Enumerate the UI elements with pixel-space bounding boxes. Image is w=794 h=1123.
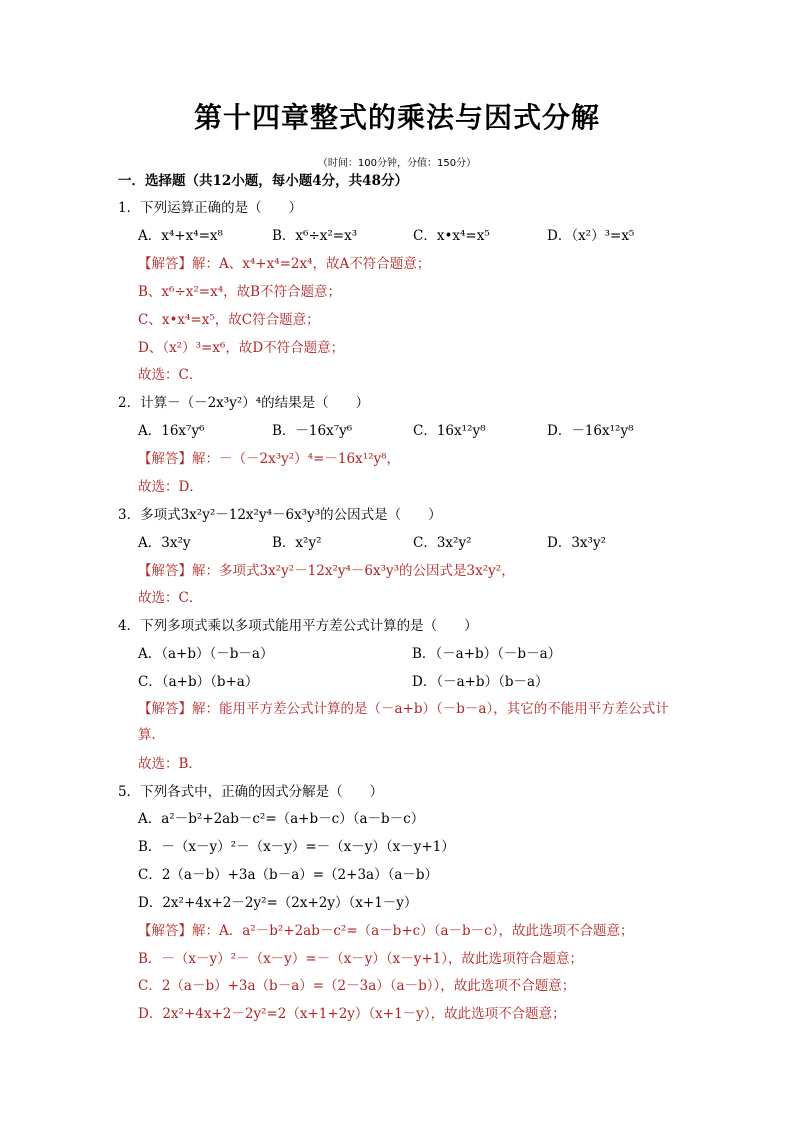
q1-option-d: D．（x²）³=x⁵ bbox=[547, 228, 635, 244]
q1-option-a: A．x⁴+x⁴=x⁸ bbox=[138, 228, 223, 244]
page-subtitle: （时间：100分钟，分值：150分） bbox=[317, 158, 477, 169]
question-3-stem: 3．多项式3x²y²－12x²y⁴－6x³y³的公因式是（ ） bbox=[118, 507, 442, 523]
question-2-stem: 2．计算－（－2x³y²）⁴的结果是（ ） bbox=[118, 395, 370, 411]
q1-answer-line: D、（x²）³=x⁶，故D不符合题意； bbox=[138, 340, 345, 356]
q5-option-a: A．a²－b²+2ab－c²=（a+b－c）（a－b－c） bbox=[138, 811, 425, 827]
q4-answer-choice: 故选：B． bbox=[138, 756, 202, 772]
q3-option-b: B．x²y² bbox=[272, 535, 322, 551]
q2-option-c: C．16x¹²y⁸ bbox=[413, 423, 486, 439]
q2-answer-line: 【解答】解：－（－2x³y²）⁴=－16x¹²y⁸， bbox=[138, 451, 401, 467]
q2-option-b: B．－16x⁷y⁶ bbox=[272, 423, 353, 439]
q5-answer-line: B．－（x－y）²－（x－y）=－（x－y）（x－y+1），故此选项符合题意； bbox=[138, 951, 584, 967]
q3-option-a: A．3x²y bbox=[138, 535, 191, 551]
q3-answer-choice: 故选：C． bbox=[138, 590, 203, 606]
q3-option-d: D．3x³y² bbox=[547, 535, 606, 551]
q2-option-d: D．－16x¹²y⁸ bbox=[547, 423, 634, 439]
q3-answer-line: 【解答】解：多项式3x²y²－12x²y⁴－6x³y³的公因式是3x²y²， bbox=[138, 563, 515, 579]
q5-option-d: D．2x²+4x+2－2y²=（2x+2y）（x+1－y） bbox=[138, 895, 418, 911]
q5-option-c: C．2（a－b）+3a（b－a）=（2+3a）（a－b） bbox=[138, 867, 439, 883]
page-title: 第十四章整式的乘法与因式分解 bbox=[193, 101, 600, 134]
q4-answer-line: 算． bbox=[138, 727, 165, 743]
q1-option-b: B．x⁶÷x²=x³ bbox=[272, 228, 358, 244]
question-5-stem: 5．下列各式中，正确的因式分解是（ ） bbox=[118, 784, 384, 800]
q1-option-c: C．x•x⁴=x⁵ bbox=[413, 228, 490, 244]
q5-answer-line: C．2（a－b）+3a（b－a）=（2－3a）（a－b）），故此选项不合题意； bbox=[138, 978, 576, 994]
q2-answer-choice: 故选：D． bbox=[138, 479, 203, 495]
q4-option-a: A．（a+b）（－b－a） bbox=[138, 646, 274, 662]
q4-option-d: D．（－a+b）（b－a） bbox=[412, 674, 549, 690]
q3-option-c: C．3x²y² bbox=[413, 535, 472, 551]
q4-answer-line: 【解答】解：能用平方差公式计算的是（－a+b）（－b－a），其它的不能用平方差公式计 bbox=[138, 701, 669, 717]
q5-answer-line: 【解答】解：A．a²－b²+2ab－c²=（a－b+c）（a－b－c），故此选项不合题意； bbox=[138, 923, 634, 939]
q1-answer-choice: 故选：C． bbox=[138, 367, 203, 383]
q4-option-b: B．（－a+b）（－b－a） bbox=[412, 646, 562, 662]
q2-option-a: A．16x⁷y⁶ bbox=[138, 423, 205, 439]
q1-answer-line: 【解答】解：A、x⁴+x⁴=2x⁴，故A不符合题意； bbox=[138, 256, 431, 272]
answer-tag: 【解答】 bbox=[138, 256, 192, 272]
q1-answer-line: B、x⁶÷x²=x⁴，故B不符合题意； bbox=[138, 284, 342, 300]
question-1-stem: 1．下列运算正确的是（ ） bbox=[118, 200, 303, 216]
section-heading: 一．选择题（共12小题，每小题4分，共48分） bbox=[118, 173, 408, 189]
question-4-stem: 4．下列多项式乘以多项式能用平方差公式计算的是（ ） bbox=[118, 618, 478, 634]
q4-option-c: C．（a+b）（b+a） bbox=[138, 674, 259, 690]
q5-option-b: B．－（x－y）²－（x－y）=－（x－y）（x－y+1） bbox=[138, 839, 455, 855]
q5-answer-line: D．2x²+4x+2－2y²=2（x+1+2y）（x+1－y），故此选项不合题意； bbox=[138, 1006, 566, 1022]
q1-answer-line: C、x•x⁴=x⁵，故C符合题意； bbox=[138, 312, 320, 328]
